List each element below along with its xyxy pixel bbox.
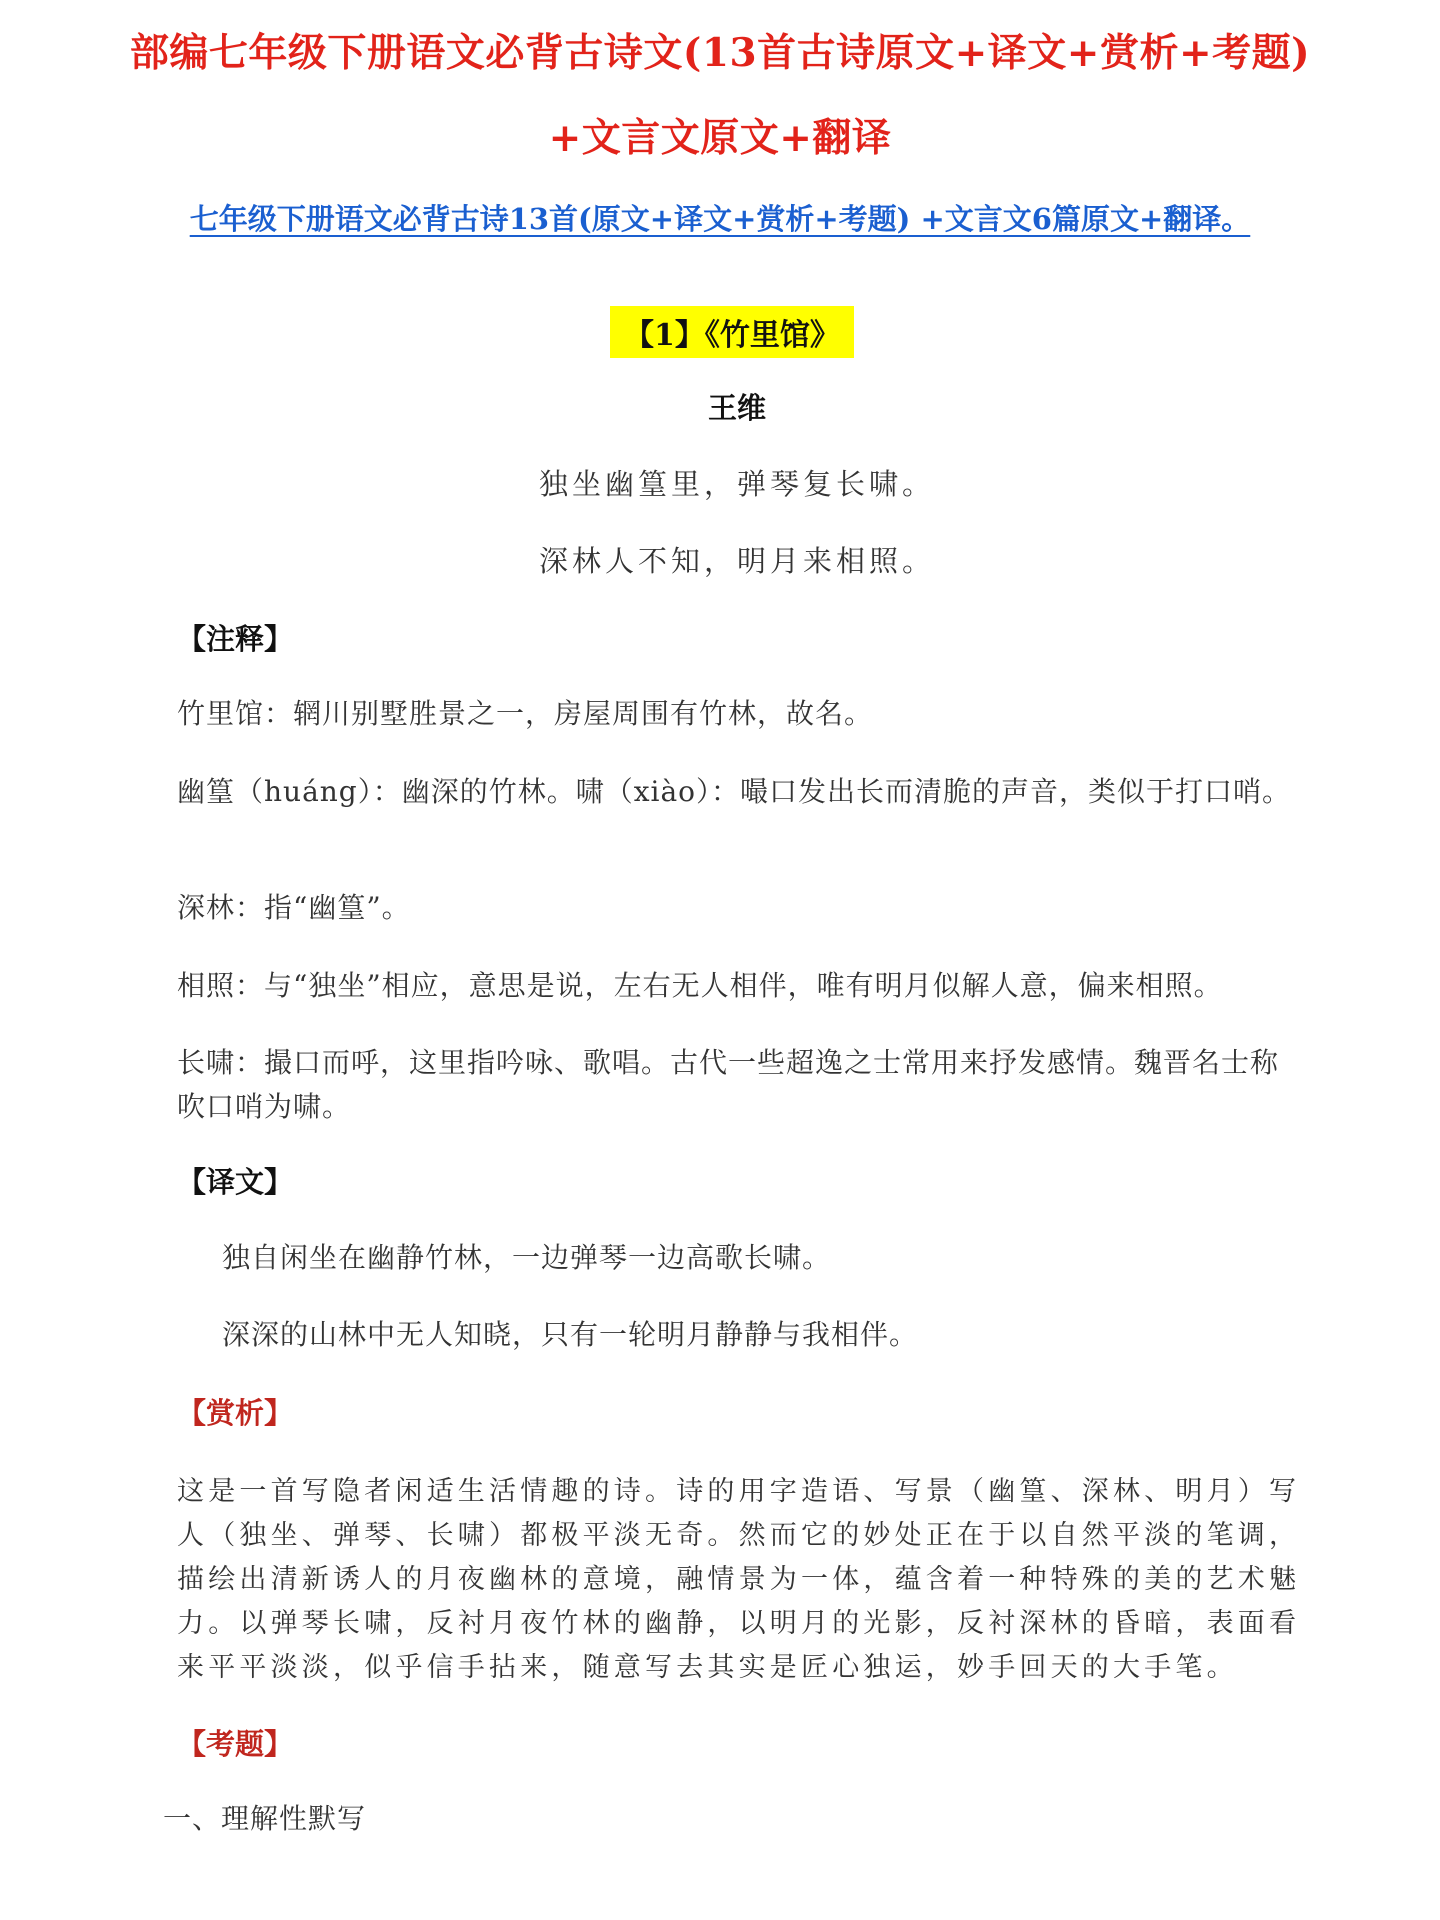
note-item: 长啸：撮口而呼，这里指吟咏、歌唱。古代一些超逸之士常用来抒发感情。魏晋名士称吹口哨为啸。	[177, 1046, 1280, 1123]
document-title-line-1: 部编七年级下册语文必背古诗文(13首古诗原文+译文+赏析+考题)	[129, 30, 1311, 76]
poem-line-2: 深林人不知，明月来相照。	[538, 544, 935, 578]
exam-heading: 【考题】	[177, 1727, 294, 1761]
exam-subheading: 一、理解性默写	[163, 1802, 367, 1835]
poem-line-1: 独坐幽篁里，弹琴复长啸。	[538, 467, 935, 501]
translation-line-1: 独自闲坐在幽静竹林，一边弹琴一边高歌长啸。	[222, 1241, 832, 1274]
document-title-line-2: +文言文原文+翻译	[548, 115, 892, 161]
note-item: 竹里馆：辋川别墅胜景之一，房屋周围有竹林，故名。	[177, 697, 874, 730]
note-item: 幽篁（huáng）：幽深的竹林。啸（xiào）：嘬口发出长而清脆的声音，类似于打口哨。	[177, 775, 1292, 808]
appreciation-heading: 【赏析】	[177, 1396, 294, 1430]
poem-author: 王维	[707, 391, 766, 425]
note-item: 相照：与“独坐”相应，意思是说，左右无人相伴，唯有明月似解人意，偏来相照。	[177, 969, 1223, 1002]
translation-line-2: 深深的山林中无人知晓，只有一轮明月静静与我相伴。	[222, 1318, 919, 1351]
note-item: 深林：指“幽篁”。	[177, 891, 411, 924]
notes-heading: 【注释】	[177, 622, 294, 656]
collection-link[interactable]: 七年级下册语文必背古诗13首(原文+译文+赏析+考题) +文言文6篇原文+翻译。	[189, 202, 1251, 236]
poem-heading-highlighted: 【1】《竹里馆》	[610, 306, 854, 358]
translation-heading: 【译文】	[177, 1165, 294, 1199]
appreciation-text: 这是一首写隐者闲适生活情趣的诗。诗的用字造语、写景（幽篁、深林、明月）写人（独坐、弹琴、长啸）都极平淡无奇。然而它的妙处正在于以自然平淡的笔调，描绘出清新诱人的月夜幽林的意境，融情景为一体，蕴含着一种特殊的美的艺术魅力。以弹琴长啸，反衬月夜竹林的幽静，以明月的光影，反衬深林的昏暗，表面看来平平淡淡，似乎信手拈来，随意写去其实是匠心独运，妙手回天的大手笔。	[177, 1476, 1301, 1683]
